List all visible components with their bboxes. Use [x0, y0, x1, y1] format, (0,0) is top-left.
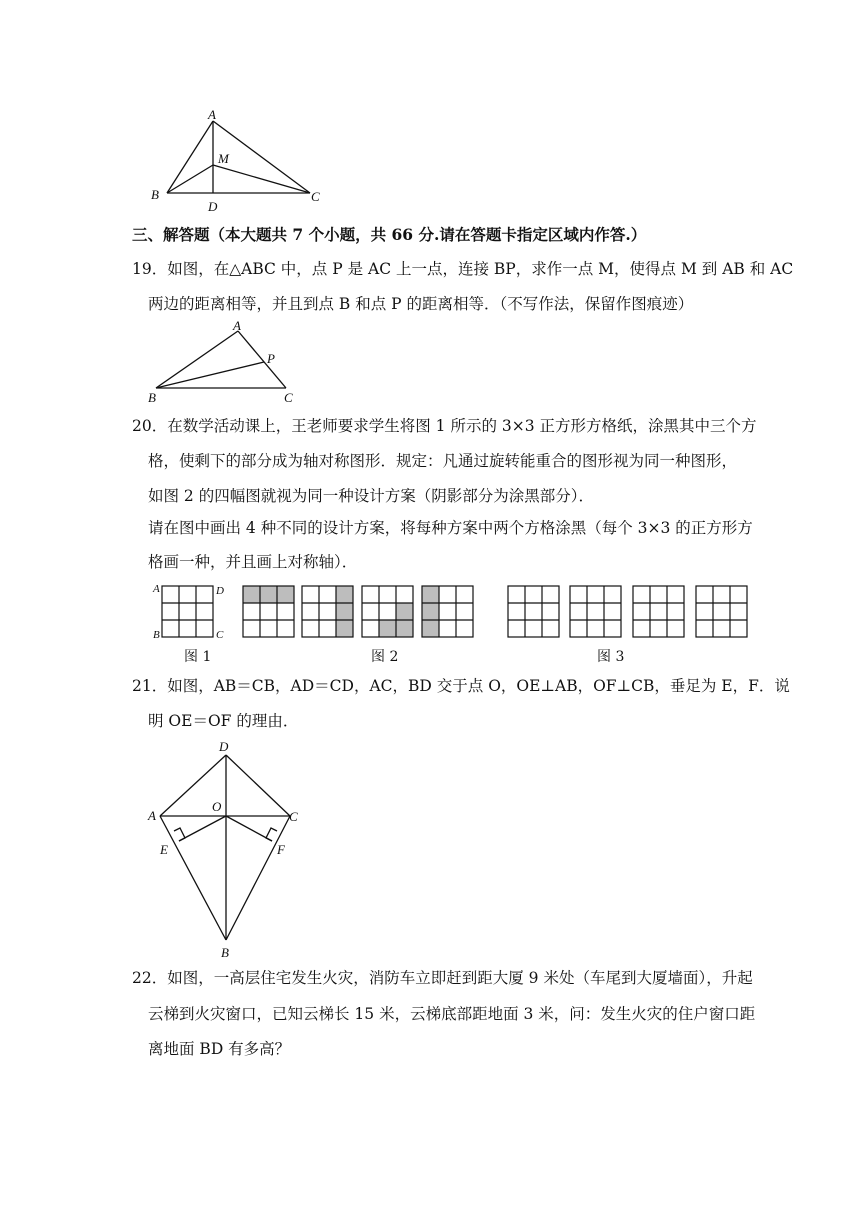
label-p: P — [267, 351, 275, 366]
q21-text-2: 明 OE＝OF 的理由． — [148, 712, 299, 730]
label-a: A — [208, 107, 216, 122]
label-c: C — [284, 390, 293, 405]
q22-text-2: 云梯到火灾窗口，已知云梯长 15 米，云梯底部距地面 3 米，问：发生火灾的住户窗口距 — [148, 1005, 756, 1023]
q20-text-5: 格画一种，并且画上对称轴）． — [148, 553, 358, 571]
label-a: A — [233, 318, 241, 333]
caption-fig-1: 图 1 — [184, 649, 212, 665]
q19-text-2: 两边的距离相等，并且到点 B 和点 P 的距离相等．（不写作法，保留作图痕迹） — [148, 295, 694, 313]
label-b: B — [153, 629, 160, 641]
q20-text-2: 格，使剩下的部分成为轴对称图形．规定：凡通过旋转能重合的图形视为同一种图形， — [148, 452, 738, 470]
label-o: O — [212, 799, 222, 814]
q19-text-1: 19．如图，在△ABC 中，点 P 是 AC 上一点，连接 BP，求作一点 M，使得点 M 到 AB 和 AC — [132, 260, 794, 278]
q20-text-3: 如图 2 的四幅图就视为同一种设计方案（阴影部分为涂黑部分）． — [148, 487, 594, 505]
label-c: C — [311, 189, 320, 204]
caption-fig-3: 图 3 — [597, 649, 625, 665]
label-f: F — [277, 842, 285, 857]
q22-text-3: 离地面 BD 有多高？ — [148, 1040, 291, 1058]
label-c: C — [216, 629, 224, 641]
figure-21 — [140, 735, 320, 960]
label-b: B — [148, 390, 156, 405]
q20-text-1: 20．在数学活动课上，王老师要求学生将图 1 所示的 3×3 正方形方格纸，涂黑其中三个方 — [132, 417, 757, 435]
q20-text-4: 请在图中画出 4 种不同的设计方案，将每种方案中两个方格涂黑（每个 3×3 的正方形方 — [148, 519, 753, 537]
section-heading: 三、解答题（本大题共 7 个小题，共 66 分.请在答题卡指定区域内作答.） — [132, 225, 647, 244]
label-e: E — [160, 842, 168, 857]
label-a: A — [148, 808, 156, 823]
label-b: B — [151, 187, 159, 202]
label-b: B — [221, 945, 229, 960]
label-a: A — [153, 583, 160, 595]
caption-fig-2: 图 2 — [371, 649, 399, 665]
q22-text-1: 22．如图，一高层住宅发生火灾，消防车立即赶到距大厦 9 米处（车尾到大厦墙面），升起 — [132, 969, 753, 987]
figure-18 — [145, 105, 335, 217]
figure-19 — [140, 318, 310, 408]
label-d: D — [216, 585, 224, 597]
label-d: D — [208, 199, 218, 214]
label-m: M — [218, 151, 229, 166]
figure-20-grids — [148, 578, 768, 644]
label-c: C — [289, 809, 298, 824]
label-d: D — [219, 739, 229, 754]
q21-text-1: 21．如图，AB＝CB，AD＝CD，AC，BD 交于点 O，OE⊥AB，OF⊥CB，垂足为 E，F．说 — [132, 677, 790, 695]
